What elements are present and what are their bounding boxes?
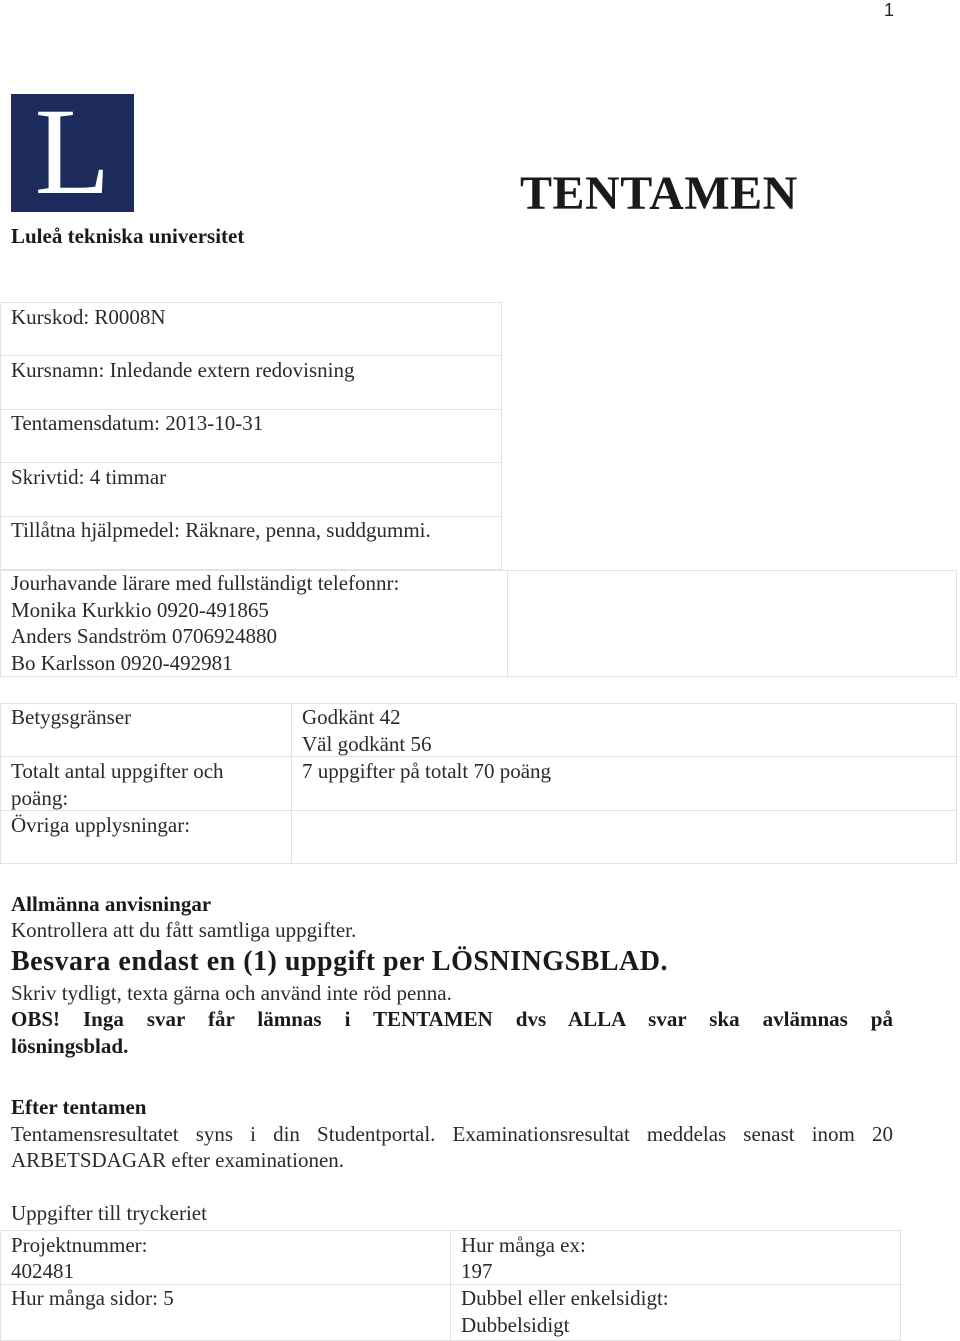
teachers-empty-cell bbox=[507, 570, 957, 677]
university-logo bbox=[11, 94, 134, 212]
total-value: 7 uppgifter på totalt 70 poäng bbox=[302, 759, 552, 783]
instructions-heading: Allmänna anvisningar bbox=[11, 892, 212, 916]
total-label-cont: poäng: bbox=[11, 786, 69, 810]
print-heading: Uppgifter till tryckeriet bbox=[11, 1201, 207, 1225]
instructions-line: Kontrollera att du fått samtliga uppgifter. bbox=[11, 918, 357, 942]
total-label: Totalt antal uppgifter och bbox=[11, 759, 224, 783]
copies-value: 197 bbox=[461, 1259, 493, 1283]
project-label: Projektnummer: bbox=[11, 1233, 148, 1257]
instructions-emphasis: Besvara endast en (1) uppgift per LÖSNINGSBLAD. bbox=[11, 946, 668, 977]
other-info-label: Övriga upplysningar: bbox=[11, 813, 191, 837]
teacher-line: Anders Sandström 0706924880 bbox=[11, 624, 277, 648]
teacher-line: Monika Kurkkio 0920-491865 bbox=[11, 598, 269, 622]
writing-time: Skrivtid: 4 timmar bbox=[11, 465, 167, 489]
grade-distinction: Väl godkänt 56 bbox=[302, 732, 432, 756]
sided-value: Dubbelsidigt bbox=[461, 1313, 570, 1337]
grading-label: Betygsgränser bbox=[11, 705, 132, 729]
university-name: Luleå tekniska universitet bbox=[11, 224, 245, 248]
project-number: 402481 bbox=[11, 1259, 74, 1283]
copies-label: Hur många ex: bbox=[461, 1233, 586, 1257]
instructions-line: Skriv tydligt, texta gärna och använd inte röd penna. bbox=[11, 981, 452, 1005]
pages-count: Hur många sidor: 5 bbox=[11, 1286, 174, 1310]
teacher-line: Bo Karlsson 0920-492981 bbox=[11, 651, 233, 675]
exam-date: Tentamensdatum: 2013-10-31 bbox=[11, 411, 264, 435]
course-name: Kursnamn: Inledande extern redovisning bbox=[11, 358, 355, 382]
allowed-aids: Tillåtna hjälpmedel: Räknare, penna, suddgummi. bbox=[11, 518, 431, 542]
teachers-heading: Jourhavande lärare med fullständigt telefonnr: bbox=[11, 571, 400, 595]
course-code: Kurskod: R0008N bbox=[11, 305, 166, 329]
after-line: Tentamensresultatet syns i din Studentportal. Examinationsresultat meddelas senast inom 20 bbox=[11, 1122, 893, 1146]
after-heading: Efter tentamen bbox=[11, 1095, 147, 1119]
obs-note: OBS! Inga svar får lämnas i TENTAMEN dvs ALLA svar ska avlämnas på bbox=[11, 1007, 893, 1031]
after-line-cont: ARBETSDAGAR efter examinationen. bbox=[11, 1148, 345, 1172]
obs-note-cont: lösningsblad. bbox=[11, 1034, 129, 1058]
logo-letter: L bbox=[34, 94, 111, 212]
document-title: TENTAMEN bbox=[520, 167, 798, 220]
sided-label: Dubbel eller enkelsidigt: bbox=[461, 1286, 669, 1310]
page-number: 1 bbox=[883, 0, 894, 20]
grade-pass: Godkänt 42 bbox=[302, 705, 401, 729]
